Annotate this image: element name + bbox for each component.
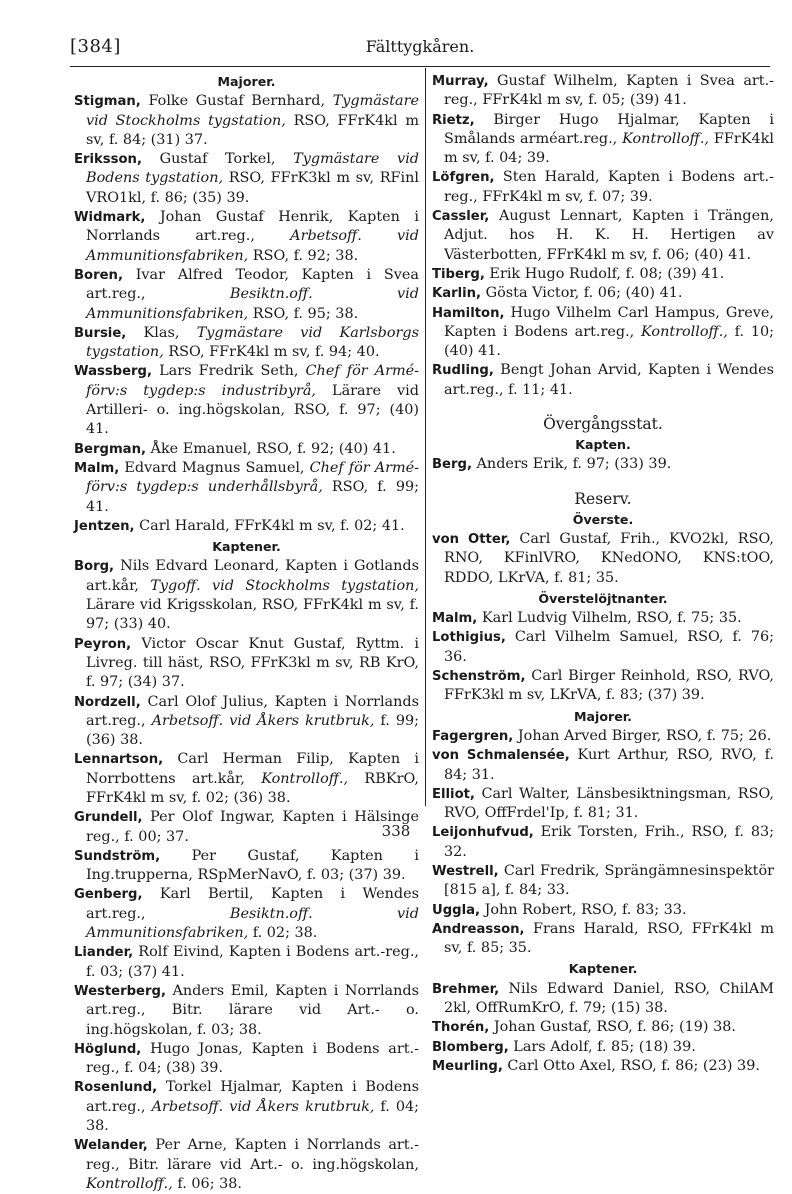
entry-surname: Rietz, <box>432 112 475 128</box>
entry-surname: Peyron, <box>74 636 132 652</box>
entry-text: Carl Walter, Länsbesiktningsman, RSO, RVO, OffFrdel'Ip, f. 81; 31. <box>444 785 774 822</box>
entry-text: Karl Bertil, Kapten i Wendes art.reg., <box>86 886 419 922</box>
entry-text: Nils Edward Daniel, RSO, ChilAM 2kl, OffRumKrO, f. 79; (15) 38. <box>444 980 774 1017</box>
entry-text: f. 04; 38. <box>86 1098 419 1135</box>
entry-position: Arbetsoff. vid Åkers krutbruk, <box>151 1098 375 1115</box>
roster-entry <box>432 901 774 920</box>
entry-text: Karl Ludvig Vilhelm, RSO, f. 75; 35. <box>477 610 742 627</box>
entry-text: Carl Harald, FFrK4kl m sv, f. 02; 41. <box>134 517 405 534</box>
entry-surname: Liander, <box>74 945 134 961</box>
section-heading: Överstelöjtnanter. <box>538 590 668 606</box>
entry-position: Tygmästare vid Karlsborgs tygstation, <box>86 324 419 361</box>
entry-text: RSO, FFrK4kl m sv, f. 84; (31) 37. <box>86 112 420 148</box>
roster-entry <box>432 727 774 746</box>
entry-text: Victor Oscar Knut Gustaf, Ryttm. i Livreg. till häst, RSO, FFrK3kl m sv, RB KrO, f. 97; (34) 37. <box>86 635 419 691</box>
column-divider <box>425 68 426 806</box>
entry-surname: Sundström, <box>74 848 161 864</box>
roster-entry <box>74 557 419 634</box>
group-heading: Reserv. <box>574 489 632 508</box>
entry-text: Johan Arved Birger, RSO, f. 75; 26. <box>513 727 772 744</box>
entry-surname: Bergman, <box>74 441 146 457</box>
roster-entry <box>432 168 774 207</box>
entry-text: Folke Gustaf Bernhard, <box>140 93 333 110</box>
entry-text: Carl Fredrik, Sprängämnesinspektör [815 a], f. 84; 33. <box>444 862 774 899</box>
roster-entry <box>74 150 419 208</box>
section-heading: Kapten. <box>575 437 631 453</box>
roster-entry <box>432 785 774 824</box>
entry-text: August Lennart, Kapten i Trängen, Adjut. hos H. K. H. Hertigen av Västerbotten, FFrK4kl m sv, f. 06; (40) 41. <box>444 208 774 263</box>
roster-entry <box>74 1136 419 1194</box>
roster-entry <box>74 208 419 266</box>
entry-text: Lars Adolf, f. 85; (18) 39. <box>508 1038 696 1055</box>
roster-entry <box>74 1040 419 1079</box>
right-column <box>432 72 774 1076</box>
entry-text: Gösta Victor, f. 06; (40) 41. <box>481 285 683 302</box>
roster-entry <box>74 982 419 1040</box>
entry-position: Chef för Armé-förv:s tygdep:s underhållsbyrå, <box>86 459 419 496</box>
entry-text: John Robert, RSO, f. 83; 33. <box>480 901 687 918</box>
entry-surname: Grundell, <box>74 810 143 826</box>
entry-text: Sten Harald, Kapten i Bodens art.-reg., FFrK4kl m sv, f. 07; 39. <box>444 169 774 205</box>
entry-position: Arbetsoff. vid Åkers krutbruk, <box>151 712 375 729</box>
entry-position: Besiktn.off. vid Ammunitionsfabriken, <box>86 905 419 942</box>
entry-surname: Brehmer, <box>432 981 500 997</box>
entry-surname: Cassler, <box>432 209 490 225</box>
page-header <box>70 36 770 62</box>
entry-position: Besiktn.off. vid Ammunitionsfabriken, <box>86 286 419 322</box>
roster-entry <box>432 1038 774 1057</box>
roster-entry <box>74 517 419 536</box>
roster-entry <box>432 628 774 667</box>
page-number-top: [384] <box>70 36 121 57</box>
entry-position: Kontrolloff., <box>641 323 728 340</box>
entry-text: Edvard Magnus Samuel, <box>119 459 310 476</box>
entry-text: Per Gustaf, Kapten i Ing.trupperna, RSpMerNavO, f. 03; (37) 39. <box>86 847 419 884</box>
section-heading: Majorer. <box>217 74 276 89</box>
entry-surname: Karlin, <box>432 286 482 302</box>
entry-text: Lärare vid Krigsskolan, RSO, FFrK4kl m sv, f. 97; (33) 40. <box>86 597 419 633</box>
entry-text: Nils Edvard Leonard, Kapten i Gotlands art.kår, <box>86 558 419 594</box>
entry-text: Frans Harald, RSO, FFrK4kl m sv, f. 85; 35. <box>444 920 774 957</box>
roster-entry <box>432 111 774 169</box>
entry-text: Anders Emil, Kapten i Norrlands art.reg., Bitr. lärare vid Art.- o. ing.högskolan, f. 03; 38. <box>86 982 419 1038</box>
section-heading: Kaptener. <box>568 961 638 977</box>
roster-entry <box>432 667 774 706</box>
roster-entry <box>74 750 419 808</box>
entry-surname: Andreasson, <box>432 921 525 937</box>
roster-entry <box>74 266 419 324</box>
entry-surname: von Schmalensée, <box>432 748 570 764</box>
entry-text: RSO, FFrK4kl m sv, f. 94; 40. <box>163 344 380 361</box>
entry-surname: Welander, <box>74 1138 148 1154</box>
roster-entry <box>432 1018 774 1037</box>
entry-surname: Jentzen, <box>74 518 135 534</box>
entry-text: Gustaf Torkel, <box>141 151 294 168</box>
roster-entry <box>74 459 419 517</box>
roster-entry <box>74 635 419 693</box>
entry-text: f. 02; 38. <box>248 925 318 942</box>
entry-position: Kontrolloff., <box>261 770 349 787</box>
entry-text: Gustaf Wilhelm, Kapten i Svea art.-reg., FFrK4kl m sv, f. 05; (39) 41. <box>444 73 774 109</box>
entry-surname: Eriksson, <box>74 152 142 168</box>
roster-entry <box>432 609 774 628</box>
entry-position: Tygmästare vid Stockholms tygstation, <box>86 93 419 129</box>
roster-entry <box>432 207 774 265</box>
entry-surname: Lothigius, <box>432 630 506 646</box>
roster-entry <box>432 1057 774 1076</box>
entry-surname: Blomberg, <box>432 1039 509 1055</box>
roster-entry <box>74 324 419 363</box>
roster-entry <box>74 943 419 982</box>
entry-text: Erik Hugo Rudolf, f. 08; (39) 41. <box>484 265 725 282</box>
entry-text: Hugo Jonas, Kapten i Bodens art.-reg., f. 04; (38) 39. <box>86 1040 419 1077</box>
entry-text: FFrK4kl m sv, f. 04; 39. <box>444 130 774 167</box>
entry-text: Hugo Vilhelm Carl Hampus, Greve, Kapten i Bodens art.reg., <box>444 304 774 340</box>
entry-position: Tygoff. vid Stockholms tygstation, <box>150 577 419 594</box>
entry-surname: Leijonhufvud, <box>432 825 534 841</box>
running-title: Fälttygkåren. <box>365 37 475 56</box>
left-column <box>74 72 419 1194</box>
entry-surname: Wassberg, <box>74 364 153 380</box>
entry-surname: Genberg, <box>74 887 143 903</box>
entry-text: Carl Olof Julius, Kapten i Norrlands art.reg., <box>86 693 419 729</box>
entry-surname: Berg, <box>432 457 472 473</box>
entry-text: Carl Gustaf, Frih., KVO2kl, RSO, RNO, KFinlVRO, KNedONO, KNS:tOO, RDDO, LKrVA, f. 81; 35. <box>444 530 774 586</box>
entry-surname: Stigman, <box>74 94 141 110</box>
entry-surname: Borg, <box>74 559 115 575</box>
roster-entry <box>432 455 774 474</box>
group-heading: Övergångsstat. <box>543 415 663 434</box>
entry-position: Tygmästare vid Bodens tygstation, <box>86 151 420 187</box>
entry-position: Chef för Armé-förv:s tygdep:s industribyrå, <box>86 363 419 399</box>
entry-surname: Westerberg, <box>74 983 166 999</box>
roster-entry <box>74 92 419 150</box>
entry-surname: Westrell, <box>432 863 499 879</box>
entry-surname: Schenström, <box>432 669 526 685</box>
entry-text: Carl Birger Reinhold, RSO, RVO, FFrK3kl m sv, LKrVA, f. 83; (37) 39. <box>444 668 774 704</box>
entry-surname: Nordzell, <box>74 694 141 710</box>
roster-entry <box>432 304 774 362</box>
entry-text: f. 06; 38. <box>172 1175 242 1192</box>
roster-entry <box>432 746 774 785</box>
entry-text: Rolf Eivind, Kapten i Bodens art.-reg., f. 03; (37) 41. <box>86 944 419 980</box>
entry-text: Per Arne, Kapten i Norrlands art.-reg., Bitr. lärare vid Art.- o. ing.högskolan, <box>86 1137 419 1173</box>
entry-surname: Malm, <box>74 460 120 476</box>
entry-surname: Löfgren, <box>432 170 495 186</box>
entry-position: Kontrolloff., <box>622 130 709 147</box>
entry-text: RBKrO, FFrK4kl m sv, f. 02; (36) 38. <box>86 770 419 806</box>
entry-surname: Malm, <box>432 611 478 627</box>
entry-text: Carl Herman Filip, Kapten i Norrbottens art.kår, <box>86 751 419 787</box>
entry-text: Carl Otto Axel, RSO, f. 86; (23) 39. <box>502 1057 760 1074</box>
roster-entry <box>432 530 774 588</box>
roster-entry <box>74 362 419 439</box>
entry-text: Johan Gustaf Henrik, Kapten i Norrlands art.reg., <box>86 209 419 245</box>
roster-entry <box>432 72 774 111</box>
entry-surname: Lennartson, <box>74 752 164 768</box>
roster-entry <box>432 265 774 284</box>
entry-surname: Tiberg, <box>432 266 485 282</box>
roster-entry <box>74 440 419 459</box>
section-heading: Överste. <box>572 511 634 527</box>
entry-text: RSO, f. 92; 38. <box>248 247 359 264</box>
entry-surname: Boren, <box>74 267 123 283</box>
entry-surname: Bursie, <box>74 325 127 341</box>
section-heading: Majorer. <box>574 708 632 724</box>
entry-surname: Widmark, <box>74 210 146 226</box>
header-rule <box>70 66 770 67</box>
entry-surname: Uggla, <box>432 902 481 918</box>
entry-surname: von Otter, <box>432 531 511 547</box>
roster-entry <box>432 980 774 1019</box>
entry-text: Ivar Alfred Teodor, Kapten i Svea art.reg., <box>86 266 419 303</box>
roster-entry <box>74 693 419 751</box>
entry-text: Anders Erik, f. 97; (33) 39. <box>471 456 672 473</box>
entry-position: Arbetsoff. vid Ammunitionsfabriken, <box>86 228 419 264</box>
entry-text: Per Olof Ingwar, Kapten i Hälsinge reg., f. 00; 37. <box>86 809 419 845</box>
section-heading: Kaptener. <box>212 539 281 555</box>
entry-surname: Hamilton, <box>432 305 505 321</box>
entry-text: Erik Torsten, Frih., RSO, f. 83; 32. <box>444 824 774 860</box>
entry-text: RSO, f. 95; 38. <box>248 305 359 322</box>
roster-entry <box>432 284 774 303</box>
entry-surname: Thorén, <box>432 1020 490 1036</box>
entry-text: Johan Gustaf, RSO, f. 86; (19) 38. <box>489 1019 736 1036</box>
roster-entry <box>432 862 774 901</box>
roster-entry <box>432 361 774 400</box>
entry-text: Åke Emanuel, RSO, f. 92; (40) 41. <box>145 440 396 457</box>
roster-entry <box>432 920 774 959</box>
roster-entry <box>74 1078 419 1136</box>
entry-text: Torkel Hjalmar, Kapten i Bodens art.reg., <box>86 1079 419 1115</box>
entry-text: Lars Fredrik Seth, <box>152 363 306 380</box>
entry-text: f. 10; (40) 41. <box>444 323 775 360</box>
roster-entry <box>74 885 419 943</box>
entry-surname: Meurling, <box>432 1058 503 1074</box>
entry-text: RSO, FFrK3kl m sv, RFinl VRO1kl, f. 86; (35) 39. <box>86 170 419 206</box>
entry-surname: Rudling, <box>432 363 494 379</box>
entry-surname: Fagergren, <box>432 728 514 744</box>
page-number-bottom: 338 <box>381 822 411 840</box>
entry-text: Bengt Johan Arvid, Kapten i Wendes art.reg., f. 11; 41. <box>444 362 774 398</box>
roster-entry <box>74 847 419 886</box>
entry-text: f. 99; (36) 38. <box>86 712 419 749</box>
entry-surname: Elliot, <box>432 786 475 802</box>
entry-text: Kurt Arthur, RSO, RVO, f. 84; 31. <box>444 747 774 783</box>
entry-text: Klas, <box>126 324 197 341</box>
entry-text: RSO, f. 99; 41. <box>86 479 419 515</box>
entry-surname: Murray, <box>432 74 489 89</box>
entry-surname: Rosenlund, <box>74 1080 158 1096</box>
entry-text: Carl Vilhelm Samuel, RSO, f. 76; 36. <box>444 629 774 665</box>
entry-text: Birger Hugo Hjalmar, Kapten i Smålands arméart.reg., <box>444 111 774 147</box>
entry-position: Kontrolloff., <box>86 1175 173 1192</box>
entry-text: Lärare vid Artilleri- o. ing.högskolan, RSO, f. 97; (40) 41. <box>86 382 419 438</box>
entry-surname: Höglund, <box>74 1041 142 1057</box>
